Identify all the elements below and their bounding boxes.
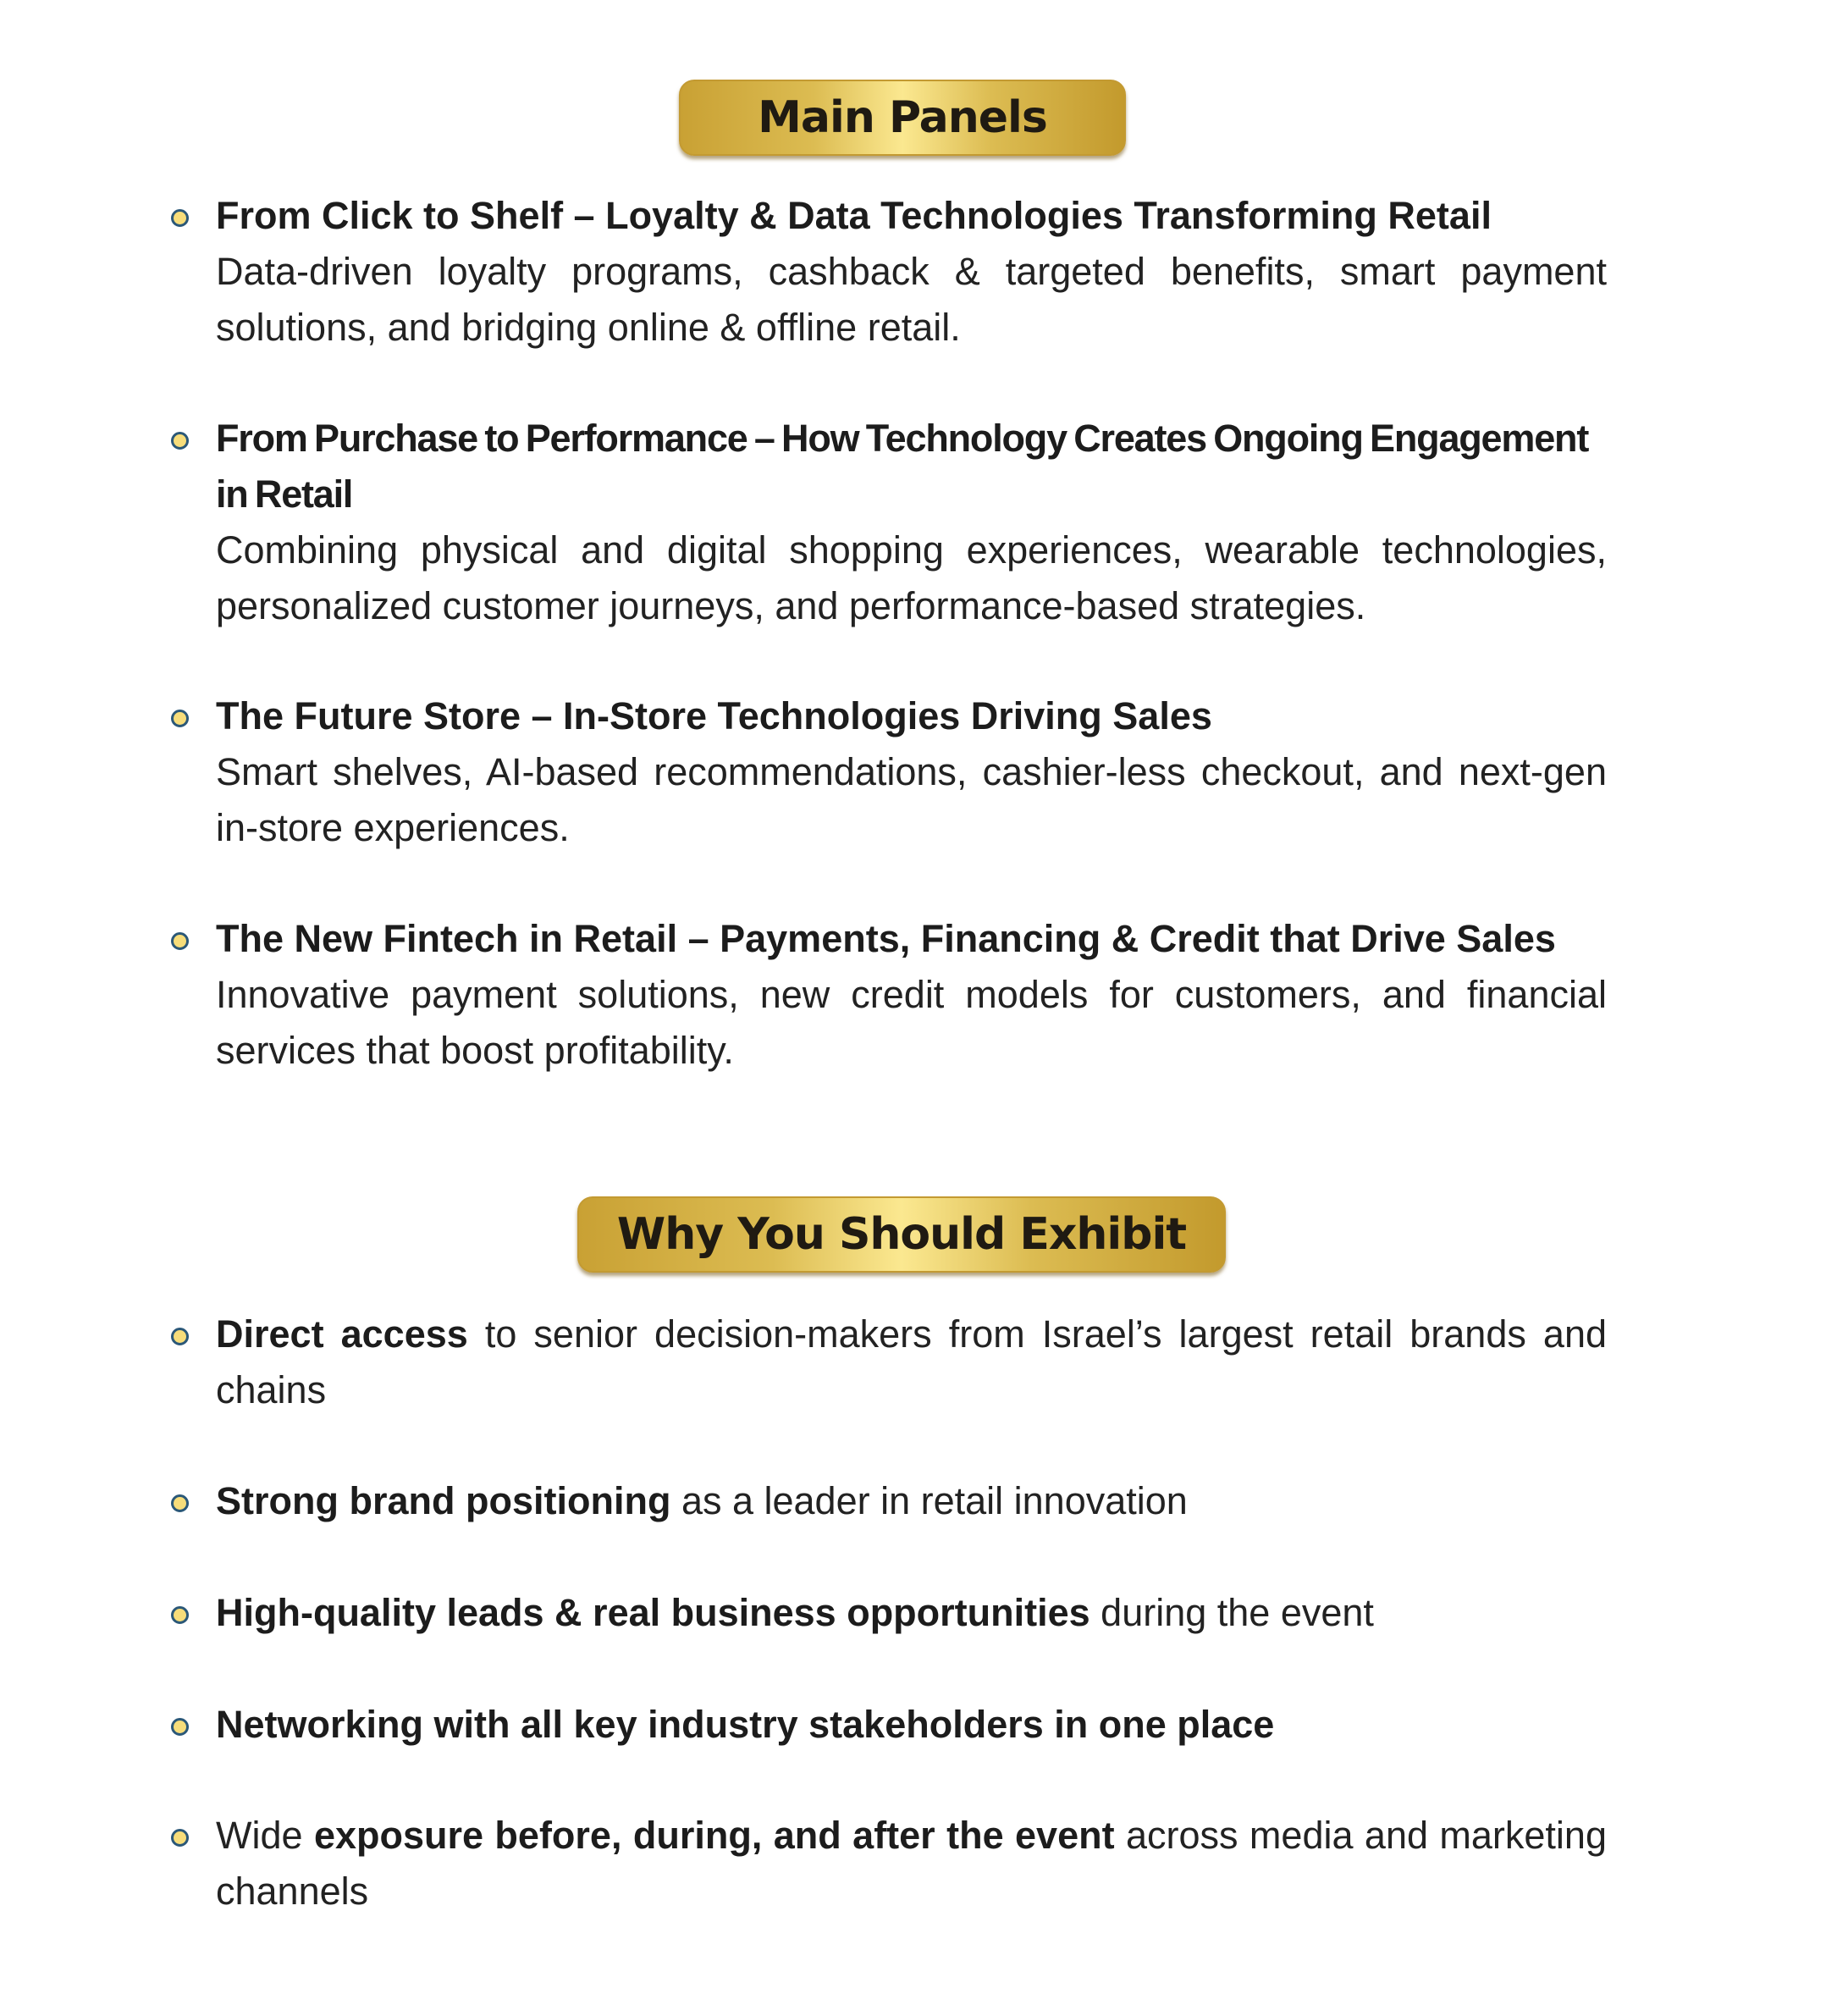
reason-item <box>169 1697 1608 1753</box>
bullet-icon <box>171 1829 189 1847</box>
bullet-icon <box>171 932 189 950</box>
reason-text <box>216 1697 1607 1753</box>
reason-text: Direct access to senior decision-makers from Israel’s largest retail brands and chains <box>216 1312 1607 1411</box>
reason-item <box>169 1306 1608 1418</box>
panel-item <box>169 411 1608 634</box>
bullet-icon <box>171 710 189 727</box>
main-panels-heading-banner <box>679 80 1126 156</box>
why-exhibit-heading: Why You Should Exhibit <box>616 1209 1187 1260</box>
panel-title: The New Fintech in Retail – Payments, Financing & Credit that Drive Sales <box>216 917 1556 960</box>
panel-description: Combining physical and digital shopping experiences, wearable technologies, personalized customer journeys, and performance-based strategies. <box>216 528 1607 627</box>
panel-item <box>169 688 1608 856</box>
bullet-icon <box>171 209 189 227</box>
bullet-icon <box>171 1718 189 1736</box>
bullet-icon <box>171 1606 189 1624</box>
panel-item <box>169 911 1608 1079</box>
why-exhibit-heading-banner <box>577 1196 1226 1273</box>
reason-item <box>169 1585 1608 1641</box>
reason-item <box>169 1808 1608 1919</box>
main-panels-heading: Main Panels <box>758 92 1047 143</box>
reason-text: Strong brand positioning as a leader in retail innovation <box>216 1479 1188 1522</box>
reason-text: High-quality leads & real business opportunities during the event <box>216 1591 1374 1634</box>
panel-description: Smart shelves, AI-based recommendations, cashier-less checkout, and next-gen in-store experiences. <box>216 750 1607 849</box>
reason-highlight: Networking with all key industry stakeholders in one place <box>216 1703 1275 1746</box>
reason-highlight: High-quality leads & real business opportunities <box>216 1591 1090 1634</box>
panel-item <box>169 188 1608 356</box>
bullet-icon <box>171 1328 189 1345</box>
reason-item <box>169 1473 1608 1529</box>
panel-description: Innovative payment solutions, new credit models for customers, and financial services that boost profitability. <box>216 973 1607 1072</box>
bullet-icon <box>171 1494 189 1512</box>
reason-highlight: exposure before, during, and after the event <box>313 1814 1115 1857</box>
panel-title: From Click to Shelf – Loyalty & Data Technologies Transforming Retail <box>216 194 1492 237</box>
panel-title: From Purchase to Performance – How Technology Creates Ongoing Engagement in Retail <box>216 417 1589 516</box>
panel-title: The Future Store – In-Store Technologies Driving Sales <box>216 694 1212 737</box>
reason-text: Wide exposure before, during, and after the event across media and marketing channels <box>216 1814 1607 1913</box>
reason-highlight: Strong brand positioning <box>216 1479 671 1522</box>
panel-description: Data-driven loyalty programs, cashback & targeted benefits, smart payment solutions, and bridging online & offline retail. <box>216 250 1607 349</box>
reason-highlight: Direct access <box>216 1312 468 1356</box>
bullet-icon <box>171 432 189 450</box>
